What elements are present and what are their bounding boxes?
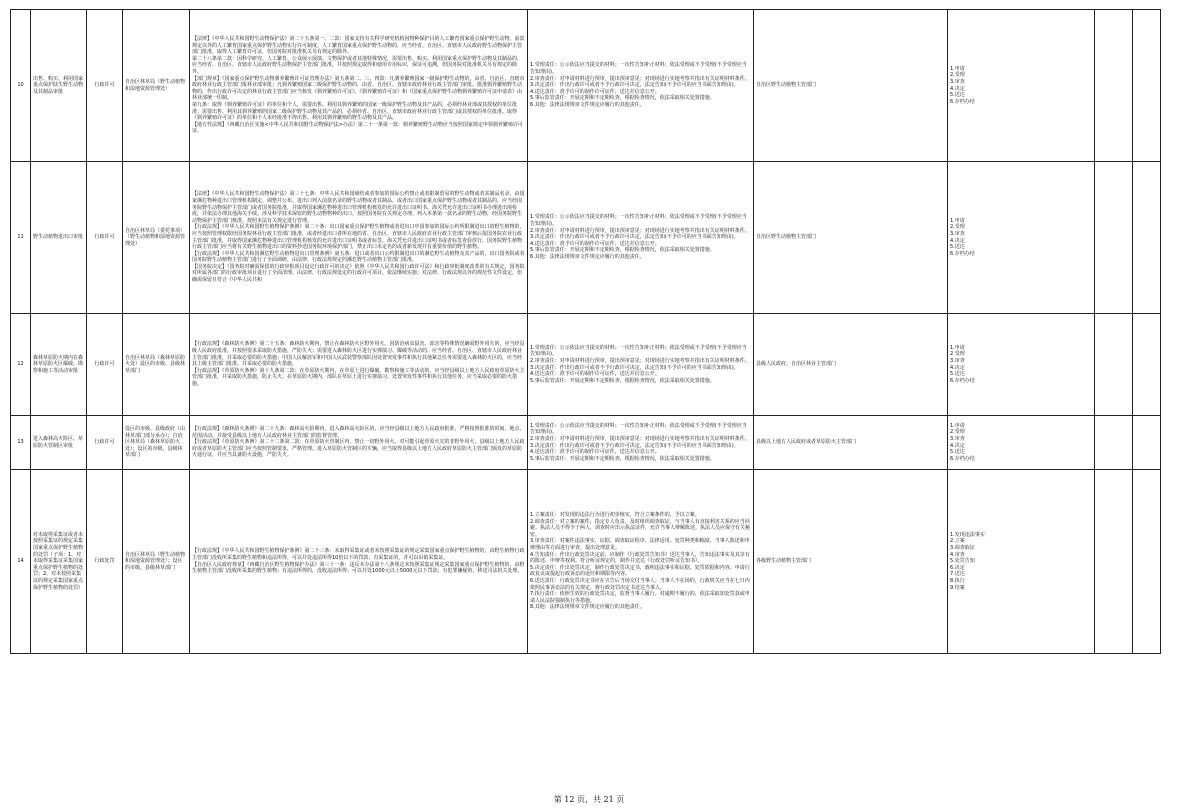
process-steps [948, 314, 1095, 416]
row-number: 13 [11, 416, 31, 470]
process-steps-line: 1.申请 [950, 422, 965, 429]
responsibility-items-line: 5.事后监管责任：开展定期和不定期检查，根据检查情况，依法采取相关处置措施。 [530, 247, 715, 254]
item-type: 行政许可 [87, 162, 123, 314]
process-steps-line: 9.结案 [950, 584, 965, 591]
process-steps-line: 7.送达 [950, 571, 965, 578]
process-steps [948, 10, 1095, 162]
responsible-agency: 自治区野生动植物主管部门 [754, 162, 948, 314]
process-steps-line: 4.审查 [950, 551, 965, 558]
implementing-subject: 自治区林草局（野生动植物和湿地资源管理处）；设区的市级、县级林草部门 [123, 470, 190, 654]
responsibility-items-line: 1.受理责任：公示依法应当提交的材料；一次性告知补正材料；依法受理或不予受理(不予受理应当告知理由)。 [530, 214, 747, 228]
process-steps-line: 2.立案 [950, 538, 965, 545]
responsibility-list-table [10, 9, 1161, 654]
responsibility-items-line: 2.审查责任：对申请材料进行预审，提出预审意见；对现场进行实地考察并指出有关证明材料条件。 [530, 435, 750, 442]
row-number: 10 [11, 10, 31, 162]
extra-cell [1133, 314, 1161, 416]
table-row [11, 416, 1161, 470]
process-steps-line: 6.存档办结 [950, 455, 975, 462]
process-steps-line: 2.受理 [950, 351, 965, 358]
legal-basis-line: 【行政法规】《中华人民共和国野生植物保护条例》第二十条：出口国家重点保护野生植物或者进出口中国参加的国际公约所限制进出口的野生植物的，应当按照管理权限经国务院林业行政主管部门批准，或者经进出口者所在地的省、自治区、直辖市人民政府农业行政主管部门审核后报国务院农业行政主管部门批准，并取得国家濒危物种进出口管理机构核发的允许进出口证明书或者标签。海关凭允许进出口证明书或者标签查验放行。国务院野生植物行政主管部门应当将有关野生植物进出口的资料抄送国务院环境保护部门，禁止出口未定名的或者新发现并有重要价值的野生植物。 [192, 224, 525, 251]
legal-basis-line: 【行政法规】《森林防火条例》第二十九条：森林高火险期内，进入森林高火险区的，应当经县级以上地方人民政府批准，严格按照批准的时间、地点、范围活动，并接受县级以上地方人民政府林业主管部门的监督管理。 [192, 426, 525, 439]
responsibility-items-line: 2.调查责任：对立案的案件，指定专人负责，及时组织调查取证，与当事人有直接利害关系的应当回避。执法人员不得少于两人，调查时应出示执法证件，允许当事人辩解陈述。执法人员应保守有关秘密。 [530, 518, 751, 538]
legal-basis [190, 470, 528, 654]
row-number: 12 [11, 314, 31, 416]
responsibility-items-line: 5.事后监管责任：开展定期和不定期检查，根据检查情况，依法采取相关处置措施。 [530, 455, 715, 462]
legal-basis-line: 【行政法规】《森林防火条例》第二十五条：森林防火期内，禁止在森林防火区野外用火。因防治病虫鼠害、冻害等特殊情况确需野外用火的，应当经县级人民政府批准，并按照要求采取防火措施，严防失火；需要进入森林防火区进行实弹演习、爆破等活动的，应当经省、自治区、直辖市人民政府林业主管部门批准，并采取必要的防火措施；中国人民解放军和中国人民武装警察部队因处置突发事件和执行其他紧急任务需要进入森林防火区的，应当经其上级主管部门批准，并采取必要的防火措施。 [192, 341, 525, 368]
legal-basis-line: 【地方性法规】《西藏自治区实施<中华人民共和国野生动物保护法>办法》第二十一条第一款：驯养繁殖野生动物应当按照国家规定申领驯养繁殖许可证。 [192, 121, 523, 135]
responsibility-items-line: 4.告知责任：作出行政处罚决定前，应制作《行政处罚告知书》送达当事人，告知违法事实及其享有的陈述、申辩等权利。符合听证规定的，制作并送达《行政处罚听证告知书》。 [530, 551, 750, 565]
remarks-cell [1095, 10, 1133, 162]
item-name: 对未取得采集证或者未按照采集证的规定采集国家重点保护野生植物的处罚（子项：1、对未取得采集证采集国家重点保护野生植物的处罚；2、对未按照采集证的规定采集国家重点保护野生植物的处罚） [31, 470, 87, 654]
process-steps-line: 1.发现违法事实 [950, 531, 985, 538]
responsibility-items-line: 6.其他：法律法规规章文件规定应履行的其他责任。 [530, 253, 645, 260]
responsibility-items-line: 4.送达责任：准予许可的制作许可证件，送达并信息公开。 [530, 449, 660, 456]
extra-cell [1133, 162, 1161, 314]
process-steps [948, 162, 1095, 314]
process-steps-line: 3.调查取证 [950, 545, 975, 552]
page-footer: 第 12 页，共 21 页 [553, 795, 625, 804]
process-steps-line: 2.受理 [950, 429, 965, 436]
legal-basis-line: 【法律】《中华人民共和国野生动物保护法》第二十五条第一、二款：国家支持有关科学研究机构因物种保护目的人工繁育国家重点保护野生动物。前款规定以外的人工繁育国家重点保护野生动物实行许可制度。人工繁育国家重点保护野生动物的，应当经省、自治区、直辖市人民政府野生动物保护主管部门批准，取得人工繁育许可证，但国务院对批准机关另有规定的除外。 [192, 36, 525, 56]
remarks-cell [1095, 314, 1133, 416]
responsibility-items-line: 3.决定责任：作出行政许可或者不予行政许可决定，法定告知(不予许可的应当书面告知理由)。 [530, 234, 739, 241]
item-type: 行政许可 [87, 314, 123, 416]
responsibility-items-line: 4.送达责任：准予许可的制作许可证件，送达并信息公开。 [530, 371, 660, 378]
implementing-subject: 自治区林草局（野生动植物和湿地资源管理处） [123, 10, 190, 162]
process-steps-line: 3.审查 [950, 78, 965, 85]
responsibility-items-line: 4.送达责任：准予许可的制作许可证件，送达并信息公开。 [530, 240, 660, 247]
table-row [11, 470, 1161, 654]
responsibility-items-line: 5.事后监管责任：开展定期和不定期检查，根据检查情况，依法采取相关处置措施。 [530, 95, 715, 102]
responsibility-items-line: 6.其他：法律法规规章文件规定应履行的其他责任。 [530, 101, 645, 108]
process-steps [948, 416, 1095, 470]
responsibility-items-line: 2.审查责任：对申请材料进行预审，提出预审意见；对现场进行实地考察并指出有关证明材料条件。 [530, 227, 750, 234]
process-steps-line: 4.决定 [950, 85, 965, 92]
process-steps-line: 1.申请 [950, 217, 965, 224]
process-steps-line: 5.送达 [950, 92, 965, 99]
responsibility-items [528, 470, 754, 654]
process-steps [948, 470, 1095, 654]
legal-basis-line: 【行政法规】《中华人民共和国野生植物保护条例》第二十三条：未取得采集证或者未按照采集证的规定采集国家重点保护野生植物的，由野生植物行政主管部门没收所采集的野生植物和违法所得，可以并处违法所得10倍以下的罚款；有采集证的，并可以吊销采集证。 [192, 548, 525, 561]
responsibility-items [528, 314, 754, 416]
responsibility-items [528, 10, 754, 162]
process-steps-line: 4.决定 [950, 442, 965, 449]
responsibility-items-line: 2.审查责任：对申请材料进行预审，提出预审意见；对现场进行实地考察并指出有关证明材料条件。 [530, 75, 750, 82]
legal-basis [190, 162, 528, 314]
responsibility-items [528, 162, 754, 314]
process-steps-line: 5.送达 [950, 371, 965, 378]
table-row [11, 162, 1161, 314]
process-steps-line: 4.决定 [950, 364, 965, 371]
legal-basis [190, 10, 528, 162]
extra-cell [1133, 10, 1161, 162]
responsibility-items-line: 3.决定责任：作出行政许可或者不予行政许可决定，法定告知(不予许可的应当书面告知理由)。 [530, 82, 739, 89]
item-type: 行政处罚 [87, 470, 123, 654]
legal-basis-line: 【行政法规】《草原防火条例》第二十二条第二款：在草原防火管制区内，禁止一切野外用火。对可能引起草原火灾的非野外用火，县级以上地方人民政府或者草原防火主管部门应当按照管制要求，严格管理。进入草原防火管制区的车辆，应当取得县级以上地方人民政府草原防火主管部门颁发的草原防火通行证，并应当具备防火设施，严防失火。 [192, 439, 525, 459]
implementing-subject: 设区的市级、县级政府（由林草部门部分承办）；自治区林草局（森林草原防火处）；设区的市级、县级林草部门 [123, 416, 190, 470]
item-name: 野生动植物进出口审批 [31, 162, 87, 314]
extra-cell [1133, 416, 1161, 470]
legal-basis-line: 【行政法规】《中华人民共和国濒危野生动植物进出口管理条例》第五条：进口或者出口公约限制进出口的濒危野生动植物及其产品的，出口国务院或者国务院野生动植物主管部门进行了全面调研，由法律、行政法规规定的濒危野生动植物主管部门批准。 [192, 250, 525, 264]
item-name: 进入森林高火险区、草原防火管制区审批 [31, 416, 87, 470]
item-name: 出售、购买、利用国家重点保护陆生野生动物及其制品审批 [31, 10, 87, 162]
process-steps-line: 1.申请 [950, 65, 965, 72]
responsibility-items-line: 6.送达责任：行政处罚决定书应在宣告后当场交付当事人；当事人不在场的，行政机关应当在七日内依照民事诉讼法的有关规定，将行政处罚决定书送达当事人。 [530, 577, 750, 591]
responsibility-items-line: 3.决定责任：作出行政许可或者不予行政许可决定，法定告知(不予许可的应当书面告知理由)。 [530, 364, 739, 371]
legal-basis [190, 314, 528, 416]
process-steps-line: 3.审查 [950, 230, 965, 237]
process-steps-line: 2.受理 [950, 72, 965, 79]
table-row [11, 314, 1161, 416]
responsibility-items-line: 7.执行责任：依照生效的行政处罚决定，监督当事人履行。对逾期不履行的，依法采取加处罚款或申请人民法院强制执行等措施。 [530, 591, 750, 604]
process-steps-line: 4.决定 [950, 237, 965, 244]
responsibility-items [528, 416, 754, 470]
responsible-agency: 县级以上地方人民政府或者草原防火主管部门 [754, 416, 948, 470]
process-steps-line: 3.审查 [950, 357, 965, 364]
responsibility-items-line: 8.其他：法律法规规章文件规定应履行的其他责任。 [530, 604, 645, 611]
remarks-cell [1095, 162, 1133, 314]
remarks-cell [1095, 470, 1133, 654]
legal-basis [190, 416, 528, 470]
process-steps-line: 5.送达 [950, 449, 965, 456]
implementing-subject: 自治区林草局（森林草原防火处）设区的市级、县级林草部门 [123, 314, 190, 416]
remarks-cell [1095, 416, 1133, 470]
implementing-subject: 自治区林草局（委托事项）（野生动植物和湿地资源管理处） [123, 162, 190, 314]
process-steps-line: 8.执行 [950, 577, 965, 584]
process-steps-line: 5.送达 [950, 244, 965, 251]
table-row [11, 10, 1161, 162]
process-steps-line: 5.处罚告知 [950, 558, 975, 565]
process-steps-line: 6.存档办结 [950, 250, 975, 257]
responsibility-items-line: 1.受理责任：公示依法应当提交的材料；一次性告知补正材料；依法受理或不予受理(不予受理应当告知理由)。 [530, 422, 747, 436]
process-steps-line: 6.决定 [950, 564, 965, 571]
process-steps-line: 2.受理 [950, 224, 965, 231]
item-type: 行政许可 [87, 416, 123, 470]
table-body [11, 10, 1161, 654]
process-steps-line: 1.申请 [950, 344, 965, 351]
responsible-agency: 各级野生动植物主管部门 [754, 470, 948, 654]
responsibility-items-line: 3.决定责任：作出行政许可或者不予行政许可决定，法定告知(不予许可的应当书面告知理由)。 [530, 442, 739, 449]
responsibility-items-line: 5.决定责任：作出处罚决定，制作行政处罚决定书，载明违法事实和证据、处罚依据和内容、申请行政复议或提起行政诉讼的途径和期限等内容。 [530, 564, 750, 578]
legal-basis-line: 【行政法规】《草原防火条例》第十九条第二款：在草原防火期内，在草原上进行爆破、勘察和施工等活动的，应当经县级以上地方人民政府草原防火主管部门批准，并采取防火措施，防止失火。在草原防火期内，部队在草原上进行实弹演习、处置突发性事件和执行其他任务，应当采取必要的防火措施。 [192, 367, 525, 387]
row-number: 11 [11, 162, 31, 314]
item-type: 行政许可 [87, 10, 123, 162]
responsible-agency: 县级人民政府、自治区林业主管部门 [754, 314, 948, 416]
process-steps-line: 6.存档办结 [950, 377, 975, 384]
responsibility-items-line: 1.受理责任：公示依法应当提交的材料；一次性告知补正材料；依法受理或不予受理(不予受理应当告知理由)。 [530, 344, 747, 358]
legal-basis-line: 第九条：取得《驯养繁殖许可证》的单位和个人，需要出售、利用其驯养繁殖的国家一级保护野生动物及其产品的，必须经林业部或其授权的单位批准；需要出售、利用其驯养繁殖的国家二级保护野生动物及其产品的，必须经省、自治区、直辖市政府林业行政主管部门或其授权的单位批准。取得《驯养繁殖许可证》的单位和个人未经批准不得出售、利用其驯养繁殖的野生动物及其产品。 [192, 101, 518, 122]
responsibility-items-line: 4.送达责任：准予许可的制作许可证件，送达并信息公开。 [530, 88, 660, 95]
item-name: 森林草原防火期内在森林草原防火区爆破、勘察和施工等活动审批 [31, 314, 87, 416]
responsible-agency: 自治区野生动植物主管部门 [754, 10, 948, 162]
row-number: 14 [11, 470, 31, 654]
responsibility-items-line: 2.审查责任：对申请材料进行预审，提出预审意见；对现场进行实地考察并指出有关证明材料条件。 [530, 357, 750, 364]
process-steps-line: 6.存档办结 [950, 98, 975, 105]
responsibility-items-line: 3.审查责任：对案件违法事实、证据、调查取证程序、法律适用、处罚种类和幅度、当事人陈述和申辩理由等方面进行审查，提出处理意见。 [530, 538, 750, 552]
responsibility-items-line: 1.立案责任：对发现的违法行为进行初步核实，符合立案条件的，予以立案。 [530, 512, 700, 519]
extra-cell [1133, 470, 1161, 654]
process-steps-line: 3.审查 [950, 435, 965, 442]
legal-basis-line: 【法律】《中华人民共和国野生动物保护法》第三十七条：中华人民共和国缔结或者参加的国际公约禁止或者限制贸易的野生动物或者其制品名录，由国家濒危物种进出口管理机构制定、调整并公布。进出口列入前款名录的野生动物或者其制品，或者出口国家重点保护野生动物或者其制品的，应当经国务院野生动物保护主管部门或者国务院批准，并取得国家濒危物种进出口管理机构核发的允许进出口证明书。海关凭允许进出口证明书办理进出境检疫，并依法办理其他海关手续。涉及科学技术保密的野生动物物种的出口，按照国务院有关规定办理。列入本条第一款名录的野生动物，经国务院野生动物保护主管部门核准，按照本法有关规定进行管理。 [192, 191, 525, 224]
legal-basis-line: 【部门规章】《国家重点保护野生动物驯养繁殖许可证管理办法》第五条第二、三、四款：凡驯养繁殖国家一级保护野生动物的，由省、自治区、直辖市政府林业行政主管部门报林业部审批；凡驯养繁殖国家二级保护野生动物的，由省、自治区、直辖市政府林业行政主管部门审批。批准驯养繁殖野生动物的，作出行政许可决定的林业行政主管部门应当核发《驯养繁殖许可证》。《驯养繁殖许可证》和《国家重点保护野生动物驯养繁殖许可证申请表》由林业部统一印制。 [192, 75, 525, 102]
legal-basis-line: 第二十八条第二款：因科学研究、人工繁育、公众展示展演、文物保护或者其他特殊情况，需要出售、购买、利用国家重点保护野生动物及其制品的，应当经省、自治区、直辖市人民政府野生动物保护主管部门批准，并按照规定取得和使用专用标识，保证可追溯，但国务院对批准机关另有规定的除外。 [192, 55, 523, 76]
responsibility-items-line: 5.事后监管责任：开展定期和不定期检查，根据检查情况，依法采取相关处置措施。 [530, 377, 715, 384]
legal-basis-line: 【自治区人民政府规章】《西藏自治区野生植物保护办法》第三十一条：违反本办法第十八条规定未按照采集证规定采集国家重点保护野生植物的，由野生植物主管部门没收所采集的野生植物；有违法所得的，没收违法所得；可以并处1000元以上5000元以下罚款；有犯罪嫌疑的，移送司法机关处理。 [192, 561, 525, 575]
legal-basis-line: 【国务院决定】《国务院对确需保留的行政审批项目设定行政许可的决定》依照《中华人民共和国行政许可法》和行政审批制度改革的有关规定，国务院对所属各部门的行政审批项目进行了全面清理。由法律、行政法规设定的行政许可项目，依法继续实施；对法律、行政法规以外的规范性文件设定，但确需保留且符合《中华人民共和 [192, 263, 525, 284]
responsibility-items-line: 1.受理责任：公示依法应当提交的材料；一次性告知补正材料；依法受理或不予受理(不予受理应当告知理由)。 [530, 62, 747, 76]
